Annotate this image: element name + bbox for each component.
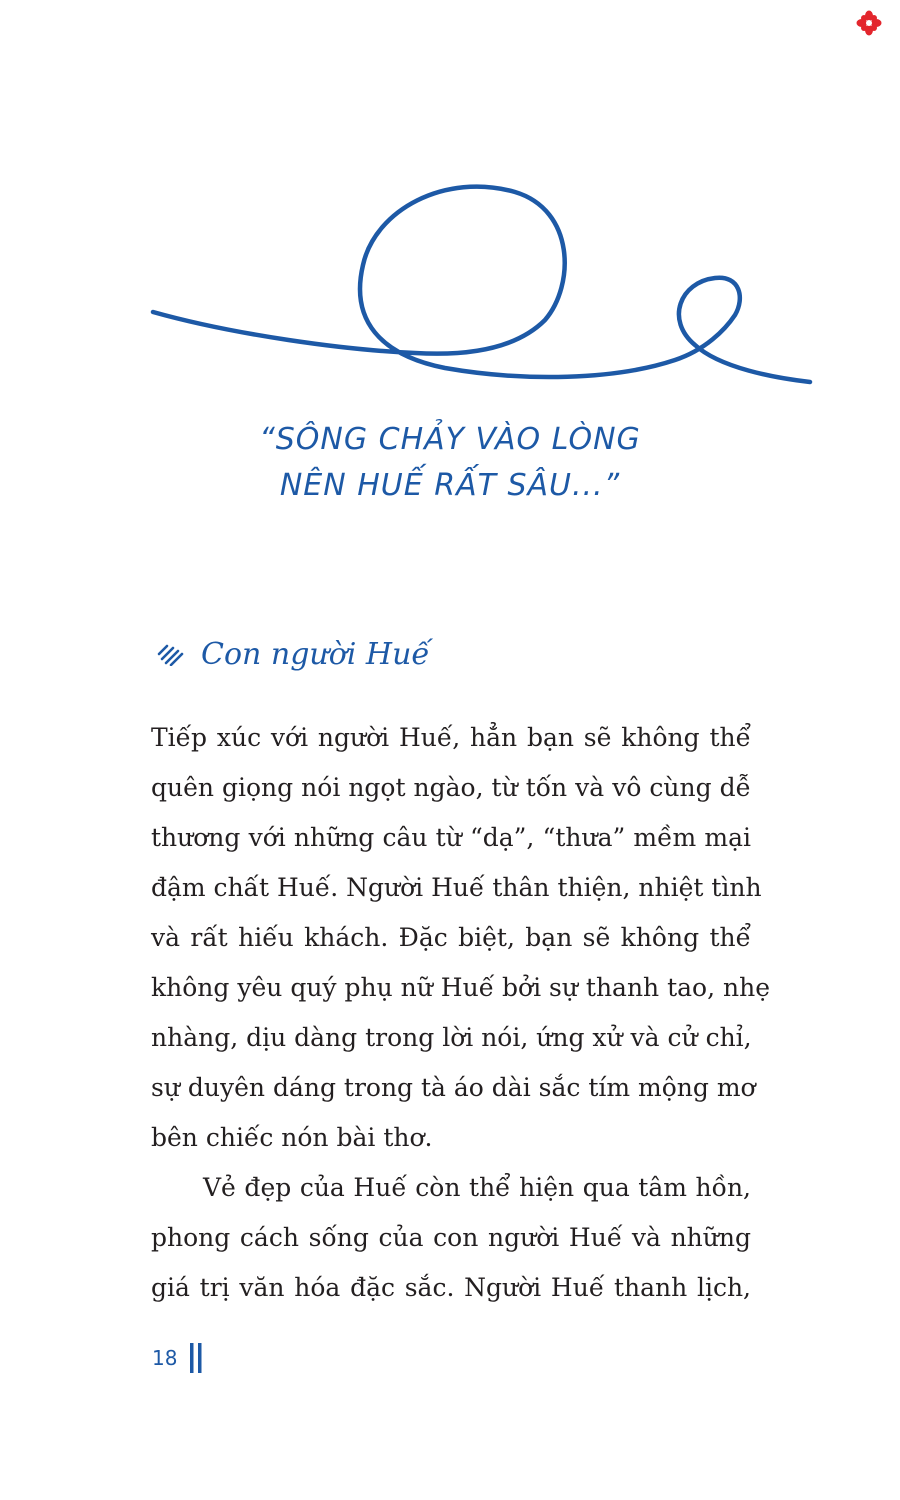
body-line: đậm chất Huế. Người Huế thân thiện, nhiệt tình: [151, 873, 762, 902]
flower-logo-icon: [856, 10, 882, 36]
body-line: phong cách sống của con người Huế và những: [151, 1223, 751, 1252]
page-number: 18: [152, 1346, 178, 1370]
body-line: quên giọng nói ngọt ngào, từ tốn và vô cùng dễ: [151, 773, 751, 802]
body-line: nhàng, dịu dàng trong lời nói, ứng xử và cử chỉ,: [151, 1023, 752, 1052]
river-swirl-icon: [145, 180, 815, 400]
body-line: thương với những câu từ “dạ”, “thưa” mềm mại: [151, 823, 751, 852]
quote-line-2: NÊN HUẾ RẤT SÂU...”: [279, 468, 621, 503]
quote-line-1: “SÔNG CHẢY VÀO LÒNG: [259, 422, 641, 457]
body-line: Tiếp xúc với người Huế, hẳn bạn sẽ không thể: [151, 723, 751, 752]
body-text: [151, 713, 770, 1313]
section-heading: [157, 633, 430, 677]
body-line: Vẻ đẹp của Huế còn thể hiện qua tâm hồn,: [203, 1173, 751, 1202]
body-line: sự duyên dáng trong tà áo dài sắc tím mộng mơ: [151, 1073, 756, 1102]
pull-quote: [0, 417, 900, 509]
body-line: bên chiếc nón bài thơ.: [151, 1123, 433, 1152]
body-line: và rất hiếu khách. Đặc biệt, bạn sẽ không thể: [151, 923, 751, 952]
double-bar-icon: [189, 1343, 203, 1373]
diagonal-lines-icon: [157, 644, 187, 666]
body-line: không yêu quý phụ nữ Huế bởi sự thanh tao, nhẹ: [151, 973, 770, 1002]
body-line: giá trị văn hóa đặc sắc. Người Huế thanh lịch,: [151, 1273, 751, 1302]
page-footer: [152, 1343, 203, 1373]
section-title: Con người Huế: [201, 637, 430, 672]
